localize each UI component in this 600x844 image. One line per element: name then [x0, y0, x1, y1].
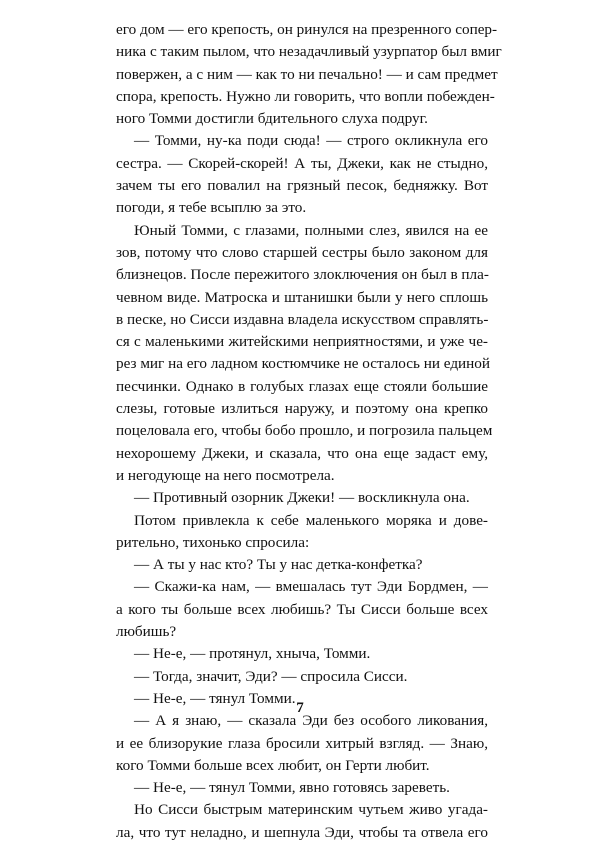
- text-line: сестра. — Скорей-скорей! А ты, Джеки, как не стыдно,: [116, 154, 488, 172]
- page-number: 7: [296, 700, 304, 716]
- text-line: ного Томми достигли бдительного слуха подруг.: [116, 110, 428, 128]
- text-line: Юный Томми, с глазами, полными слез, явился на ее: [134, 221, 488, 239]
- text-line: слезы, готовые излиться наружу, и поэтому она крепко: [116, 400, 488, 418]
- text-line: песчинки. Однако в голубых глазах еще стояли большие: [116, 377, 488, 395]
- text-line: а кого ты больше всех любишь? Ты Сисси больше всех: [116, 600, 488, 618]
- text-line: спора, крепость. Нужно ли говорить, что вопли побежден-: [116, 87, 495, 105]
- text-line: — Скажи-ка нам, — вмешалась тут Эди Бордмен, —: [134, 578, 488, 596]
- text-line: — А ты у нас кто? Ты у нас детка-конфетка?: [134, 556, 423, 574]
- text-line: рительно, тихонько спросила:: [116, 533, 310, 551]
- text-line: кого Томми больше всех любит, он Герти любит.: [116, 756, 430, 774]
- text-line: зачем ты его повалил на грязный песок, бедняжку. Вот: [116, 177, 488, 195]
- text-line: повержен, а с ним — как то ни печально! — и сам предмет: [116, 65, 498, 83]
- text-line: близнецов. После пережитого злоключения он был в пла-: [116, 266, 489, 284]
- text-line: ла, что тут неладно, и шепнула Эди, чтобы та отвела его: [116, 823, 488, 841]
- text-line: его дом — его крепость, он ринулся на презренного сопер-: [116, 21, 498, 38]
- text-line: нехорошему Джеки, и сказала, что она еще задаст ему,: [116, 444, 488, 462]
- text-line: и негодующе на него посмотрела.: [116, 466, 335, 484]
- text-line: зов, потому что слово старшей сестры было законом для: [116, 243, 488, 261]
- text-line: в песке, но Сисси издавна владела искусством справлять-: [116, 310, 489, 328]
- text-line: ся с маленькими житейскими неприятностями, и уже че-: [116, 333, 488, 351]
- text-line: — Противный озорник Джеки! — воскликнула она.: [134, 489, 470, 507]
- text-line: любишь?: [116, 623, 177, 641]
- text-line: и ее близорукие глаза бросили хитрый взгляд. — Знаю,: [116, 734, 488, 752]
- text-line: ника с таким пылом, что незадачливый узурпатор был вмиг: [116, 43, 502, 61]
- text-line: — Томми, ну-ка поди сюда! — строго окликнула его: [134, 132, 488, 150]
- text-line: — Не-е, — тянул Томми.: [134, 689, 296, 707]
- text-line: поцеловала его, чтобы бобо прошло, и погрозила пальцем: [116, 422, 493, 440]
- text-line: Потом привлекла к себе маленького моряка и дове-: [134, 511, 488, 529]
- text-line: Но Сисси быстрым материнским чутьем живо угада-: [134, 801, 488, 819]
- text-line: — Не-е, — тянул Томми, явно готовясь зареветь.: [134, 779, 450, 797]
- text-line: — Не-е, — протянул, хныча, Томми.: [134, 645, 371, 663]
- text-line: погоди, я тебе всыплю за это.: [116, 199, 307, 217]
- text-line: — А я знаю, — сказала Эди без особого ликования,: [134, 712, 488, 730]
- text-line: чевном виде. Матроска и штанишки были у него сплошь: [116, 288, 488, 306]
- text-line: — Тогда, значит, Эди? — спросила Сисси.: [134, 667, 408, 685]
- text-line: рез миг на его ладном костюмчике не осталось ни единой: [116, 355, 491, 373]
- page-text: [116, 19, 502, 844]
